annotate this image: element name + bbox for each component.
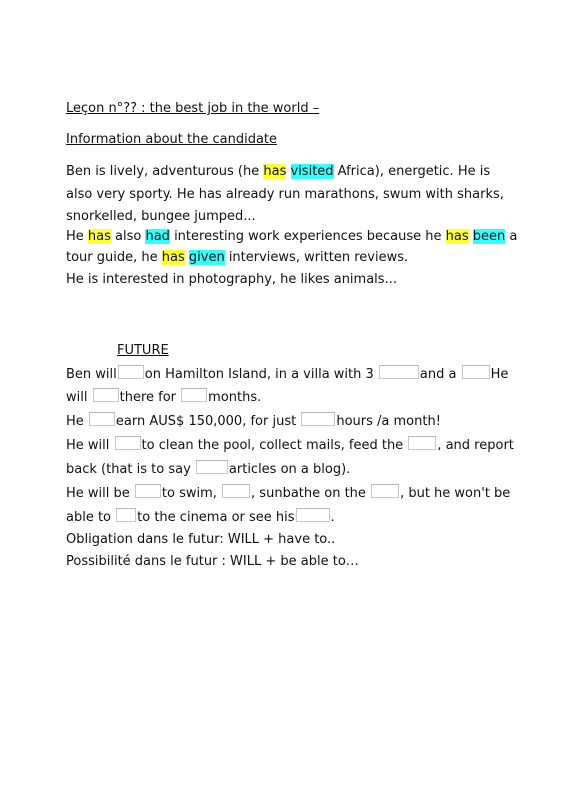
blank-input[interactable] (379, 365, 419, 379)
para-line-6: He is interested in photography, he likes animals... (66, 272, 397, 287)
future-line-3: He earn AUS$ 150,000, for just hours /a month! (66, 414, 441, 429)
highlight-has: has (161, 250, 185, 265)
blank-input[interactable] (196, 460, 228, 474)
blank-input[interactable] (462, 365, 490, 379)
para-line-4: He has also had interesting work experiences because he has been a (66, 229, 518, 244)
blank-input[interactable] (222, 484, 250, 498)
para-line-2: also very sporty. He has already run marathons, swum with sharks, (66, 187, 504, 202)
future-line-2: will there for months. (66, 390, 262, 405)
lesson-title: Leçon n°?? : the best job in the world – (66, 101, 320, 116)
possibility-note: Possibilité dans le futur : WILL + be able to… (66, 554, 359, 569)
highlight-visited: visited (290, 164, 334, 179)
para-line-1: Ben is lively, adventurous (he has visited Africa), energetic. He is (66, 164, 491, 179)
future-line-4: He will to clean the pool, collect mails, feed the , and report (66, 438, 514, 453)
blank-input[interactable] (93, 388, 119, 402)
info-heading: Information about the candidate (66, 132, 278, 147)
highlight-given: given (188, 250, 225, 265)
para-line-3: snorkelled, bungee jumped... (66, 209, 256, 224)
blank-input[interactable] (115, 436, 141, 450)
blank-input[interactable] (89, 412, 115, 426)
highlight-has: has (87, 229, 111, 244)
blank-input[interactable] (118, 365, 144, 379)
future-heading: FUTURE (117, 343, 169, 358)
future-line-1: Ben will on Hamilton Island, in a villa with 3 and a He (66, 367, 509, 382)
future-line-6: He will be to swim, , sunbathe on the , but he won't be (66, 486, 511, 501)
highlight-had: had (145, 229, 170, 244)
blank-input[interactable] (301, 412, 335, 426)
future-line-7: able to to the cinema or see his . (66, 510, 335, 525)
highlight-been: been (472, 229, 506, 244)
highlight-has: has (263, 164, 287, 179)
blank-input[interactable] (181, 388, 207, 402)
blank-input[interactable] (116, 508, 136, 522)
blank-input[interactable] (371, 484, 399, 498)
highlight-has: has (445, 229, 469, 244)
future-line-5: back (that is to say articles on a blog). (66, 462, 351, 477)
blank-input[interactable] (135, 484, 161, 498)
blank-input[interactable] (296, 508, 330, 522)
blank-input[interactable] (408, 436, 436, 450)
obligation-note: Obligation dans le futur: WILL + have to.. (66, 532, 336, 547)
para-line-5: tour guide, he has given interviews, written reviews. (66, 250, 409, 265)
